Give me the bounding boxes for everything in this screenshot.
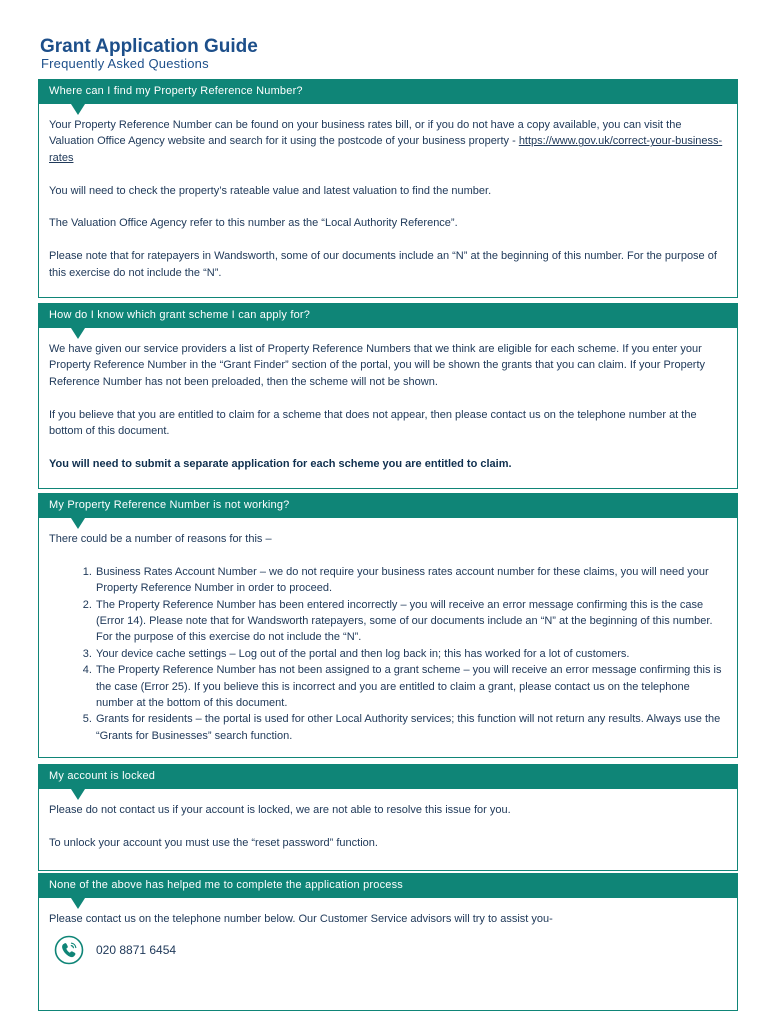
list-item: 2. The Property Reference Number has been entered incorrectly – you will receive an error message confirming this is the case (Error 14). Please note that for Wandsworth ratepayers, some of our documents include an “N” at the beginning of this number. For the purpose of this exercise do not include the “N”. <box>95 597 727 646</box>
paragraph: Please contact us on the telephone number below. Our Customer Service advisors will try to assist you- <box>49 913 553 925</box>
paragraph: Please do not contact us if your account is locked, we are not able to resolve this issue for you. <box>49 804 511 816</box>
paragraph: To unlock your account you must use the “reset password” function. <box>49 836 378 849</box>
page-subtitle: Frequently Asked Questions <box>41 56 209 71</box>
paragraph: Your Property Reference Number can be found on your business rates bill, or if you do not have a copy available, you can visit the Valuation Office Agency website and search for it using the postcode of your business property - https://www.gov.uk/correct-your-business-rates <box>49 119 723 164</box>
section-header: My Property Reference Number is not working? <box>38 493 738 518</box>
paragraph: There could be a number of reasons for this – <box>49 533 272 545</box>
section-body <box>38 898 738 1011</box>
section-body <box>38 328 738 489</box>
section-body <box>38 789 738 871</box>
faq-section-reference-not-working <box>38 493 738 758</box>
faq-section-account-locked <box>38 764 738 871</box>
reasons-list <box>49 564 727 744</box>
paragraph: We have given our service providers a list of Property Reference Numbers that we think are eligible for each scheme. If you enter your Property Reference Number in the “Grant Finder” section of the portal, you will be shown the grants that you can claim. If your Property Reference Number has not been preloaded, then the scheme will not be shown. <box>49 343 706 388</box>
section-body <box>38 104 738 298</box>
faq-section-grant-scheme <box>38 303 738 489</box>
paragraph: If you believe that you are entitled to claim for a scheme that does not appear, then please contact us on the telephone number at the bottom of this document. <box>49 408 697 438</box>
section-header: My account is locked <box>38 764 738 789</box>
phone-icon <box>54 935 84 965</box>
list-item: 5. Grants for residents – the portal is used for other Local Authority services; this function will not return any results. Always use the “Grants for Businesses” search function. <box>95 711 727 744</box>
section-header: How do I know which grant scheme I can apply for? <box>38 303 738 328</box>
list-item: 3. Your device cache settings – Log out of the portal and then log back in; this has worked for a lot of customers. <box>95 646 727 662</box>
phone-number[interactable]: 020 8871 6454 <box>96 943 177 958</box>
faq-section-property-reference <box>38 79 738 298</box>
section-body <box>38 518 738 758</box>
bold-note: You will need to submit a separate application for each scheme you are entitled to claim. <box>49 457 512 470</box>
paragraph: You will need to check the property’s rateable value and latest valuation to find the number. <box>49 184 492 197</box>
section-header: None of the above has helped me to complete the application process <box>38 873 738 898</box>
list-item: 1. Business Rates Account Number – we do not require your business rates account number for these claims, you will need your Property Reference Number in order to proceed. <box>95 564 727 597</box>
paragraph: The Valuation Office Agency refer to this number as the “Local Authority Reference”. <box>49 217 458 230</box>
faq-section-contact <box>38 873 738 1011</box>
page-title: Grant Application Guide <box>40 36 258 57</box>
phone-contact <box>49 933 727 967</box>
gov-uk-link[interactable]: https://www.gov.uk/correct-your-business-rates <box>49 135 723 164</box>
paragraph: Please note that for ratepayers in Wandsworth, some of our documents include an “N” at the beginning of this number. For the purpose of this exercise do not include the “N”. <box>49 250 717 279</box>
list-item: 4. The Property Reference Number has not been assigned to a grant scheme – you will receive an error message confirming this is the case (Error 25). If you believe this is incorrect and you are entitled to claim a grant, please contact us on the telephone number at the bottom of this document. <box>95 662 727 711</box>
section-header: Where can I find my Property Reference Number? <box>38 79 738 104</box>
